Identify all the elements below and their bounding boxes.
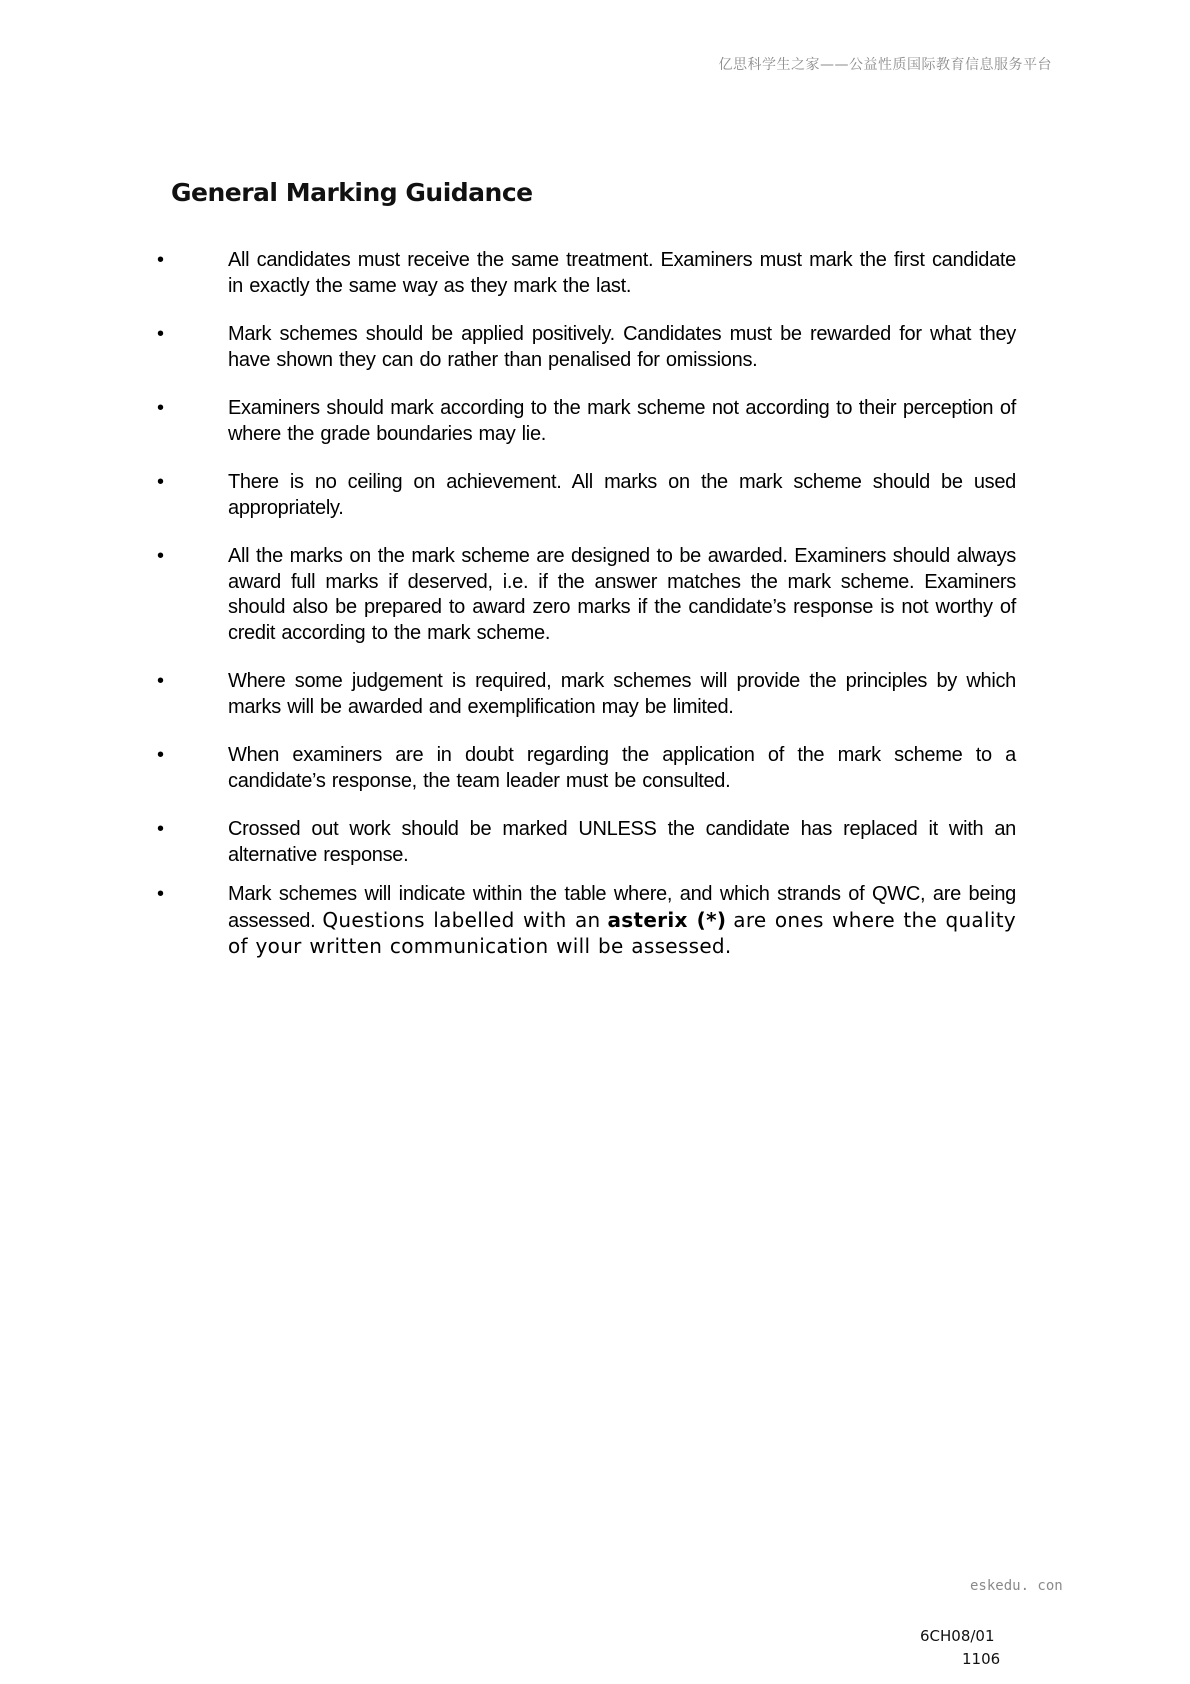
guidance-text: Examiners should mark according to the mark scheme not according to their perception of where the grade boundaries may lie. <box>228 397 1016 445</box>
guidance-item <box>0 322 1016 373</box>
bullet-icon: • <box>157 670 165 692</box>
page-title: General Marking Guidance <box>171 178 533 207</box>
guidance-item <box>0 743 1016 794</box>
paper-date-code: 1106 <box>962 1650 1001 1668</box>
bullet-icon: • <box>157 545 165 567</box>
qwc-text-part3: are ones where the quality of your written communication will be assessed. <box>228 907 1016 958</box>
bullet-icon: • <box>157 397 165 419</box>
bullet-icon: • <box>157 323 165 345</box>
guidance-text: All the marks on the mark scheme are designed to be awarded. Examiners should always award full marks if deserved, i.e. if the answer matches the mark scheme. Examiners should also be prepared to award zero marks if the candidate’s response is not worthy of credit according to the mark scheme. <box>228 545 1016 644</box>
guidance-item <box>0 544 1016 646</box>
guidance-text <box>228 882 1016 961</box>
asterix-emphasis: asterix (*) <box>607 907 727 932</box>
footer-watermark: eskedu. con <box>970 1578 1063 1594</box>
guidance-item <box>0 817 1016 868</box>
guidance-text: Crossed out work should be marked UNLESS the candidate has replaced it with an alternative response. <box>228 818 1016 866</box>
guidance-text: Where some judgement is required, mark schemes will provide the principles by which marks will be awarded and exemplification may be limited. <box>228 670 1016 718</box>
bullet-icon: • <box>157 471 165 493</box>
guidance-text: There is no ceiling on achievement. All marks on the mark scheme should be used appropriately. <box>228 471 1016 519</box>
guidance-item-qwc <box>0 882 1016 961</box>
guidance-item <box>0 470 1016 521</box>
paper-code: 6CH08/01 <box>920 1627 995 1645</box>
guidance-text: All candidates must receive the same treatment. Examiners must mark the first candidate in exactly the same way as they mark the last. <box>228 249 1016 297</box>
qwc-text-part1: Mark schemes will indicate within the table where, and which strands of QWC, are being assessed. <box>228 883 1016 932</box>
guidance-text: When examiners are in doubt regarding the application of the mark scheme to a candidate’s response, the team leader must be consulted. <box>228 744 1016 792</box>
header-watermark: 亿思科学生之家——公益性质国际教育信息服务平台 <box>718 57 1052 73</box>
qwc-text-part2: Questions labelled with an <box>322 907 601 932</box>
guidance-list <box>0 248 1190 984</box>
bullet-icon: • <box>157 744 165 766</box>
bullet-icon: • <box>157 818 165 840</box>
guidance-item <box>0 248 1016 299</box>
guidance-text: Mark schemes should be applied positively. Candidates must be rewarded for what they have shown they can do rather than penalised for omissions. <box>228 323 1016 371</box>
guidance-item <box>0 396 1016 447</box>
guidance-item <box>0 669 1016 720</box>
bullet-icon: • <box>157 883 165 905</box>
bullet-icon: • <box>157 249 165 271</box>
